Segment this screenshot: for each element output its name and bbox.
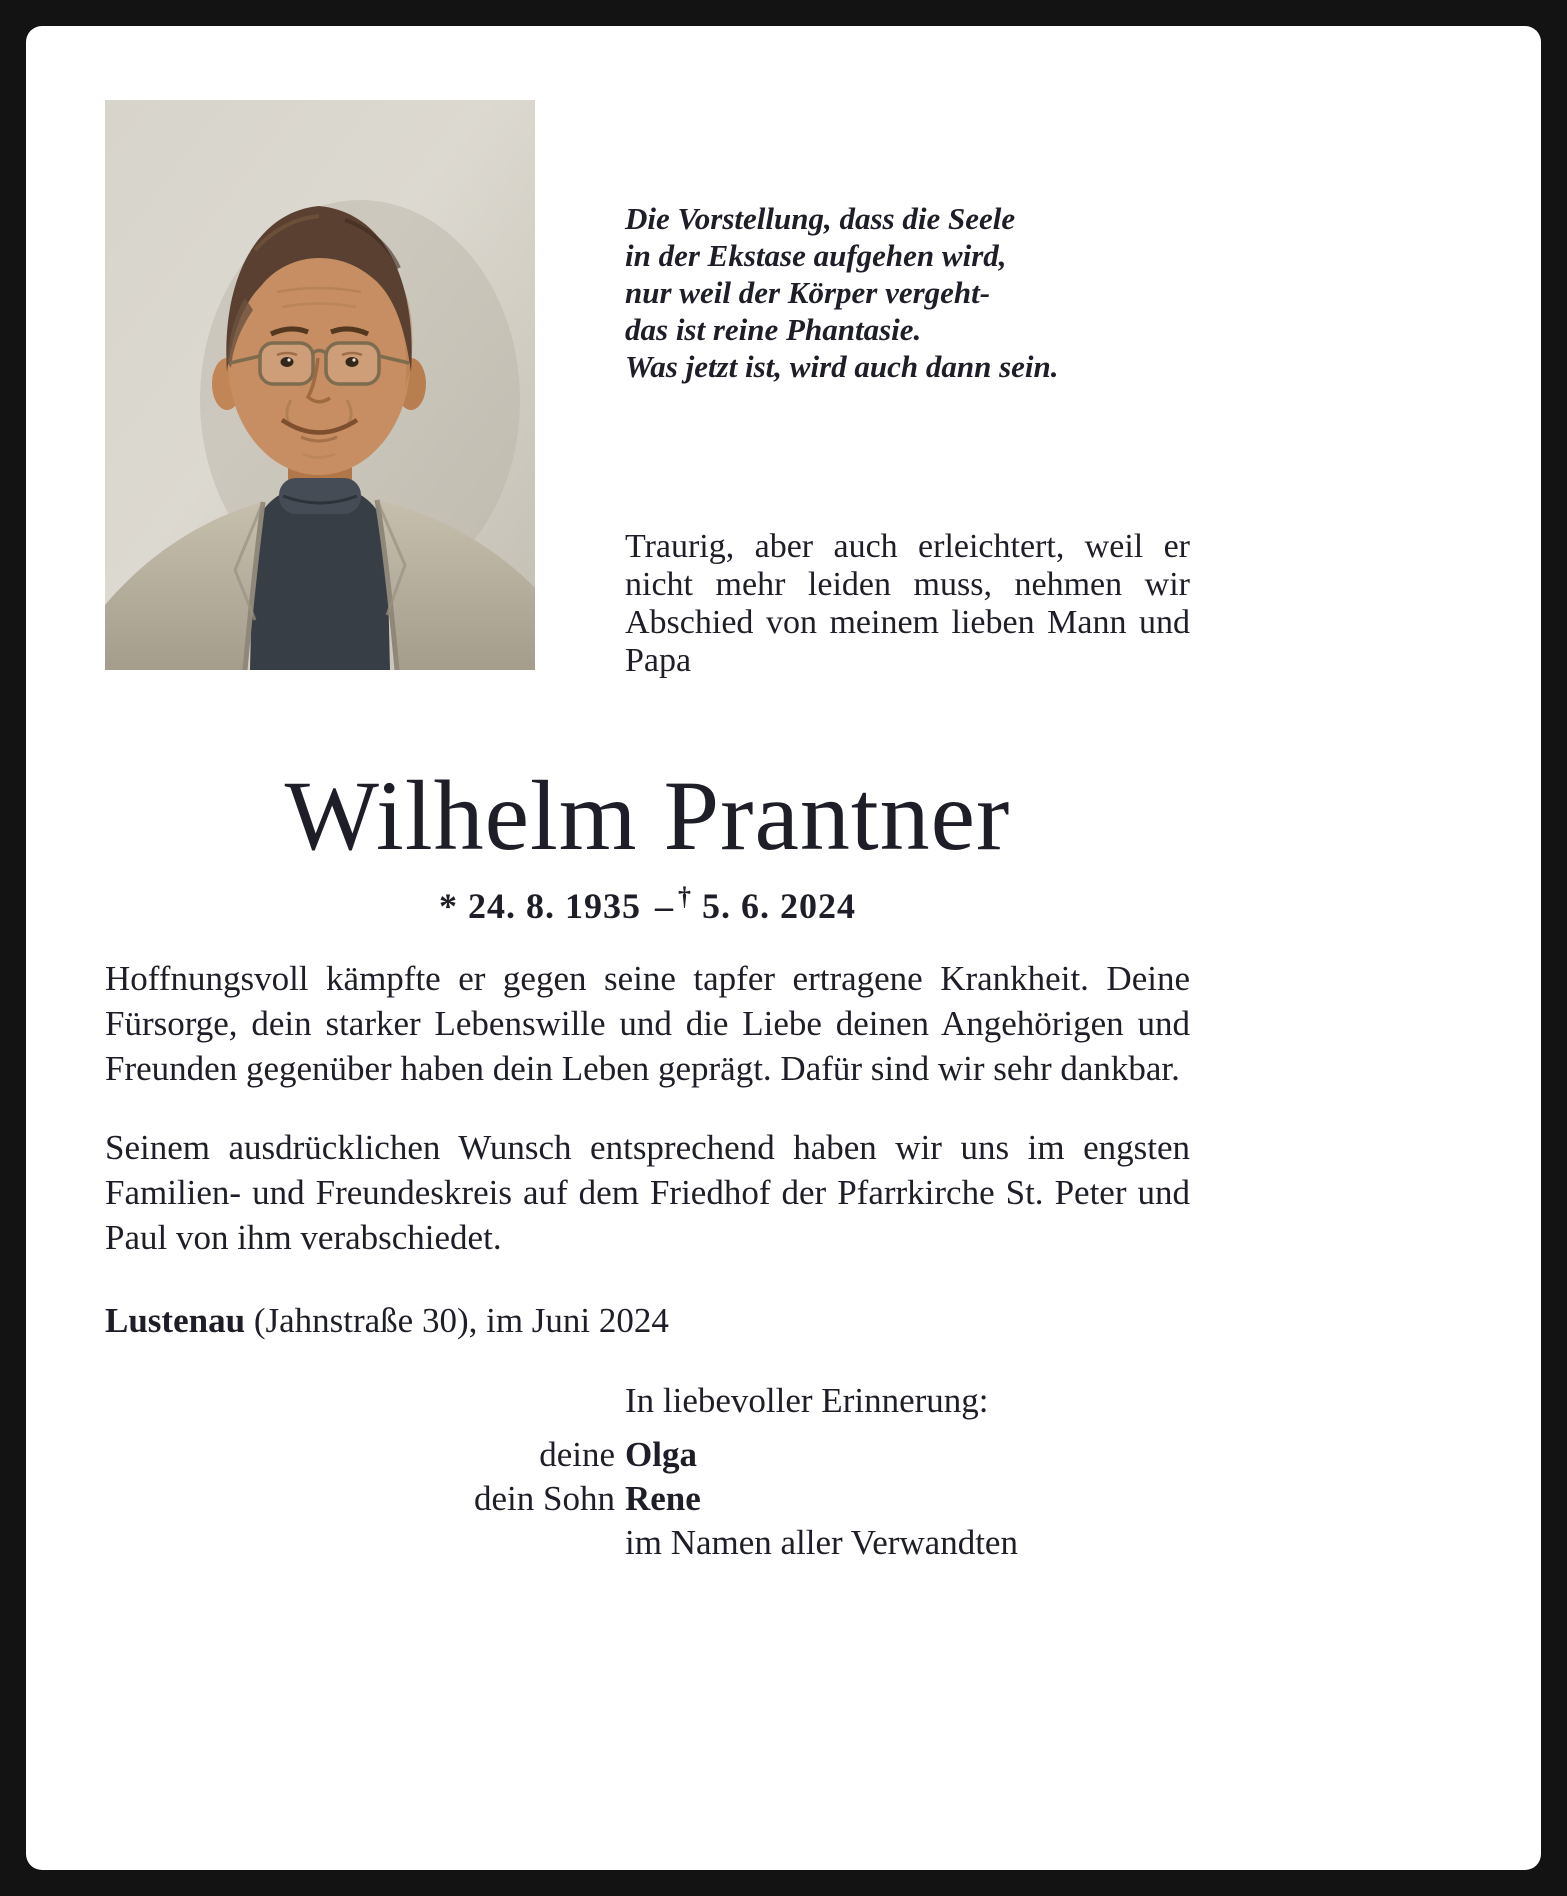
memorial-entry — [105, 1433, 1190, 1477]
memorial-entry — [105, 1477, 1190, 1521]
location-line — [105, 1298, 1190, 1343]
right-column — [535, 100, 1190, 680]
death-symbol: † — [678, 882, 692, 911]
deceased-name: Wilhelm Prantner — [284, 760, 1011, 871]
poem-line: in der Ekstase aufgehen wird, — [625, 238, 1007, 273]
life-dates — [105, 882, 1190, 926]
obituary-content — [105, 26, 1190, 1565]
birth-symbol: * — [439, 886, 459, 926]
poem-line: nur weil der Körper vergeht- — [625, 275, 991, 310]
memorial-footer: im Namen aller Verwandten — [625, 1523, 1018, 1562]
memorial-entry-prefix: deine — [539, 1435, 615, 1474]
obituary-page — [26, 26, 1541, 1870]
poem-line: das ist reine Phantasie. — [625, 312, 922, 347]
memorial-section — [105, 1379, 1190, 1565]
memorial-heading: In liebevoller Erinnerung: — [625, 1381, 989, 1420]
memorial-entry-prefix: dein Sohn — [474, 1479, 615, 1518]
poem-line: Die Vorstellung, dass die Seele — [625, 201, 1016, 236]
poem — [625, 200, 1190, 385]
tribute-paragraph: Hoffnungsvoll kämpfte er gegen seine tapfer ertragene Krankheit. Deine Fürsorge, dein starker Lebenswille und die Liebe deinen Angehörigen und Freunden gegenüber haben dein Leben geprägt. Dafür sind wir sehr dankbar. — [105, 959, 1190, 1088]
location-place: Lustenau — [105, 1301, 246, 1340]
poem-line: Was jetzt ist, wird auch dann sein. — [625, 349, 1059, 384]
portrait-illustration — [105, 100, 535, 670]
dates-separator: – — [655, 886, 675, 926]
farewell-paragraph: Seinem ausdrücklichen Wunsch entsprechend haben wir uns im engsten Familien- und Freundeskreis auf dem Friedhof der Pfarrkirche St. Peter und Paul von ihm verabschiedet. — [105, 1128, 1190, 1257]
top-section — [105, 26, 1190, 680]
memorial-entry-name: Olga — [625, 1435, 697, 1474]
farewell-intro: Traurig, aber auch erleichtert, weil er nicht mehr leiden muss, nehmen wir Abschied von meinem lieben Mann und Papa — [625, 528, 1190, 679]
death-date: 5. 6. 2024 — [701, 886, 856, 926]
birth-date: 24. 8. 1935 — [468, 886, 642, 926]
portrait-photo — [105, 100, 535, 670]
location-details: (Jahnstraße 30), im Juni 2024 — [253, 1301, 669, 1340]
memorial-entry-name: Rene — [625, 1479, 701, 1518]
